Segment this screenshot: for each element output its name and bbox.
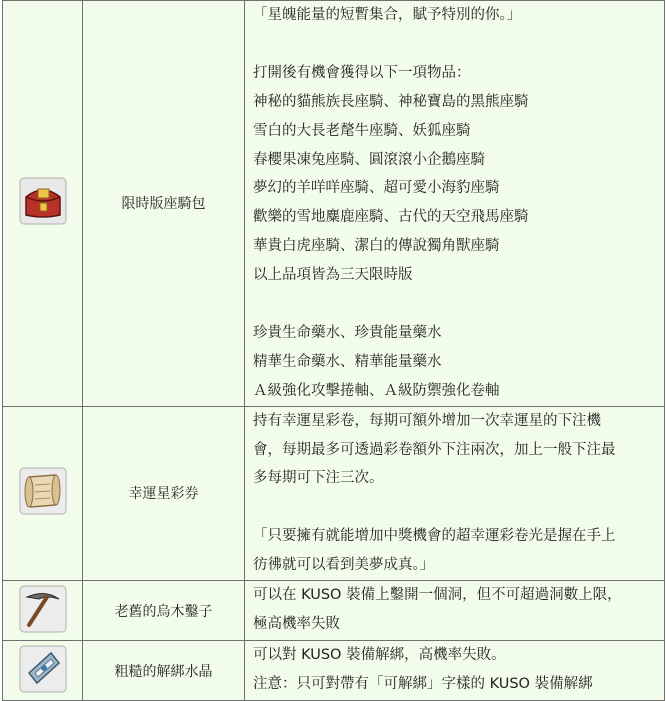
item-name: 老舊的烏木鑿子 [83,581,245,641]
item-icon-cell [3,1,83,407]
description-line: 彷彿就可以看到美夢成真。」 [253,557,435,574]
description-line: 「只要擁有就能增加中獎機會的超幸運彩卷光是握在手上 [253,528,616,545]
item-icon-cell [3,581,83,641]
table-row [3,641,665,701]
description-line: 神秘的貓熊族長座騎、神秘寶島的黑熊座騎 [253,93,529,110]
item-description [245,641,665,701]
crystal-icon [17,643,69,695]
description-line: 春櫻果凍兔座騎、圓滾滾小企鵝座騎 [253,151,485,168]
description-line: 多每期可下注三次。 [253,470,384,487]
description-line: 可以對 KUSO 裝備解綁，高機率失敗。 [253,647,506,664]
item-name: 限時版座騎包 [83,1,245,407]
item-description [245,1,665,407]
scroll-icon [17,465,69,517]
item-description [245,581,665,641]
description-line: 精華生命藥水、精華能量藥水 [253,353,442,370]
description-line: 可以在 KUSO 裝備上鑿開一個洞，但不可超過洞數上限， [253,587,622,604]
description-line: 珍貴生命藥水、珍貴能量藥水 [253,324,442,341]
item-icon-cell [3,406,83,580]
description-line: Ａ級強化攻擊捲軸、Ａ級防禦強化卷軸 [253,382,500,399]
description-line [253,30,664,59]
pickaxe-icon [17,583,69,635]
description-line: 持有幸運星彩卷，每期可額外增加一次幸運星的下注機 [253,412,601,429]
item-table [2,0,665,701]
description-line [253,290,664,319]
description-line: 雪白的大長老氂牛座騎、妖狐座騎 [253,122,471,139]
description-line: 歡樂的雪地麋鹿座騎、古代的天空飛馬座騎 [253,209,529,226]
description-line: 注意：只可對帶有「可解綁」字樣的 KUSO 裝備解綁 [253,675,593,692]
description-line: 「星魄能量的短暫集合，賦予特別的你。」 [253,7,522,23]
description-line: 夢幻的羊咩咩座騎、超可愛小海豹座騎 [253,180,500,197]
table-row [3,406,665,580]
description-line [253,493,664,522]
item-name: 粗糙的解綁水晶 [83,641,245,701]
item-name: 幸運星彩券 [83,406,245,580]
table-row [3,581,665,641]
description-line: 以上品項皆為三天限時版 [253,267,413,284]
item-icon-cell [3,641,83,701]
description-line: 華貴白虎座騎、潔白的傳說獨角獸座騎 [253,238,500,255]
item-description [245,406,665,580]
description-line: 打開後有機會獲得以下一項物品： [253,64,471,81]
description-line: 極高機率失敗 [253,615,340,632]
table-row [3,1,665,407]
description-line: 會，每期最多可透過彩卷額外下注兩次，加上一般下注最 [253,441,616,458]
chest-icon [17,175,69,227]
